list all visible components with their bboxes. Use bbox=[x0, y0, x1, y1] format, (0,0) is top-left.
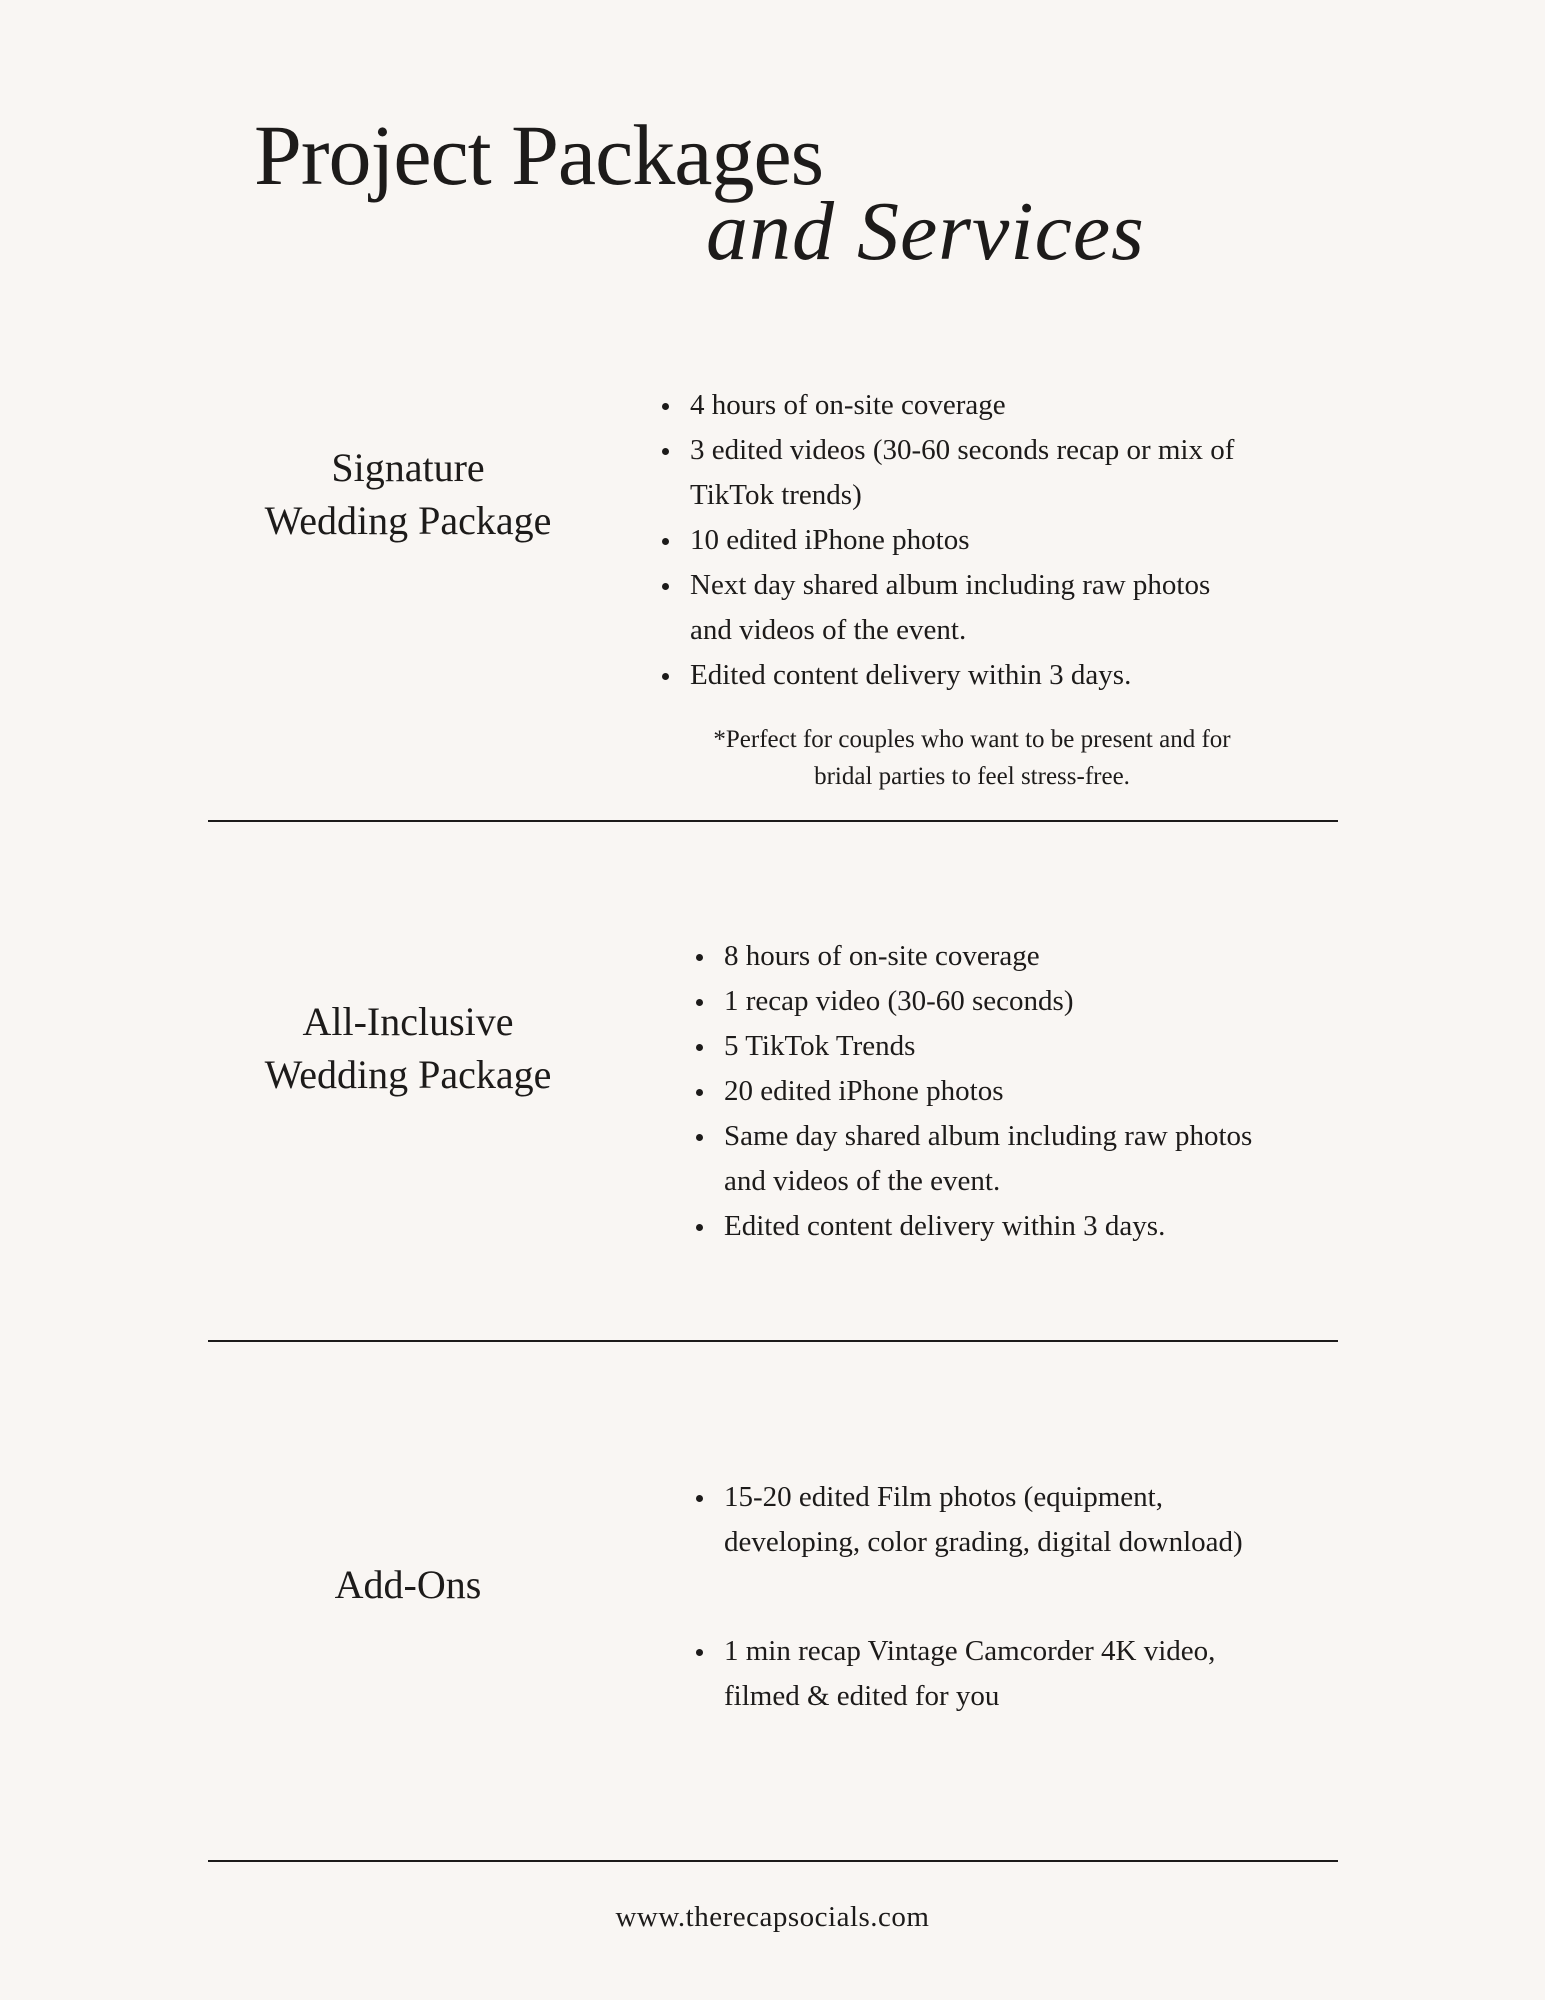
list-item bbox=[689, 934, 1252, 979]
item-line: developing, color grading, digital download) bbox=[724, 1526, 1243, 1558]
all-inclusive-package-features bbox=[689, 934, 1252, 1249]
item-line: Edited content delivery within 3 days. bbox=[690, 659, 1132, 691]
item-line: and videos of the event. bbox=[724, 1165, 1001, 1197]
item-line: 3 edited videos (30-60 seconds recap or mix of bbox=[690, 434, 1235, 466]
section-name-line: All-Inclusive bbox=[302, 999, 514, 1044]
list-item bbox=[689, 1069, 1252, 1114]
website-url[interactable]: www.therecapsocials.com bbox=[615, 1901, 930, 1933]
list-item bbox=[689, 1204, 1252, 1249]
signature-package-features bbox=[655, 383, 1234, 698]
section-divider bbox=[208, 1340, 1338, 1342]
list-item bbox=[655, 653, 1234, 698]
item-line: 8 hours of on-site coverage bbox=[724, 940, 1040, 972]
list-item bbox=[689, 1114, 1252, 1204]
section-name-line: Add-Ons bbox=[334, 1562, 482, 1607]
list-item bbox=[655, 383, 1234, 428]
item-line: filmed & edited for you bbox=[724, 1680, 1000, 1712]
item-line: 15-20 edited Film photos (equipment, bbox=[724, 1481, 1163, 1513]
item-line: 10 edited iPhone photos bbox=[690, 524, 970, 556]
signature-package-name bbox=[208, 441, 608, 547]
page-subtitle: and Services bbox=[706, 185, 1145, 278]
note-line: *Perfect for couples who want to be present and for bbox=[713, 726, 1231, 753]
list-item bbox=[689, 979, 1252, 1024]
list-item bbox=[655, 563, 1234, 653]
add-ons-name bbox=[208, 1558, 608, 1611]
section-name-line: Wedding Package bbox=[264, 1052, 552, 1097]
section-name-line: Signature bbox=[331, 445, 485, 490]
list-item bbox=[655, 428, 1234, 518]
list-item bbox=[689, 1629, 1243, 1719]
list-item bbox=[689, 1024, 1252, 1069]
item-line: 20 edited iPhone photos bbox=[724, 1075, 1004, 1107]
page-title: Project Packages bbox=[254, 107, 824, 203]
note-line: bridal parties to feel stress-free. bbox=[814, 763, 1130, 790]
item-line: 5 TikTok Trends bbox=[724, 1030, 916, 1062]
section-divider bbox=[208, 1860, 1338, 1862]
add-ons-features bbox=[689, 1475, 1243, 1719]
item-line: Next day shared album including raw photos bbox=[690, 569, 1211, 601]
item-line: 1 recap video (30-60 seconds) bbox=[724, 985, 1074, 1017]
section-divider bbox=[208, 820, 1338, 822]
item-line: TikTok trends) bbox=[690, 479, 862, 511]
section-name-line: Wedding Package bbox=[264, 498, 552, 543]
all-inclusive-package-name bbox=[208, 995, 608, 1101]
item-line: Edited content delivery within 3 days. bbox=[724, 1210, 1166, 1242]
item-line: 4 hours of on-site coverage bbox=[690, 389, 1006, 421]
item-line: 1 min recap Vintage Camcorder 4K video, bbox=[724, 1635, 1216, 1667]
list-item bbox=[655, 518, 1234, 563]
item-line: and videos of the event. bbox=[690, 614, 967, 646]
list-item bbox=[689, 1475, 1243, 1565]
item-line: Same day shared album including raw photos bbox=[724, 1120, 1253, 1152]
signature-package-note bbox=[622, 721, 1322, 795]
